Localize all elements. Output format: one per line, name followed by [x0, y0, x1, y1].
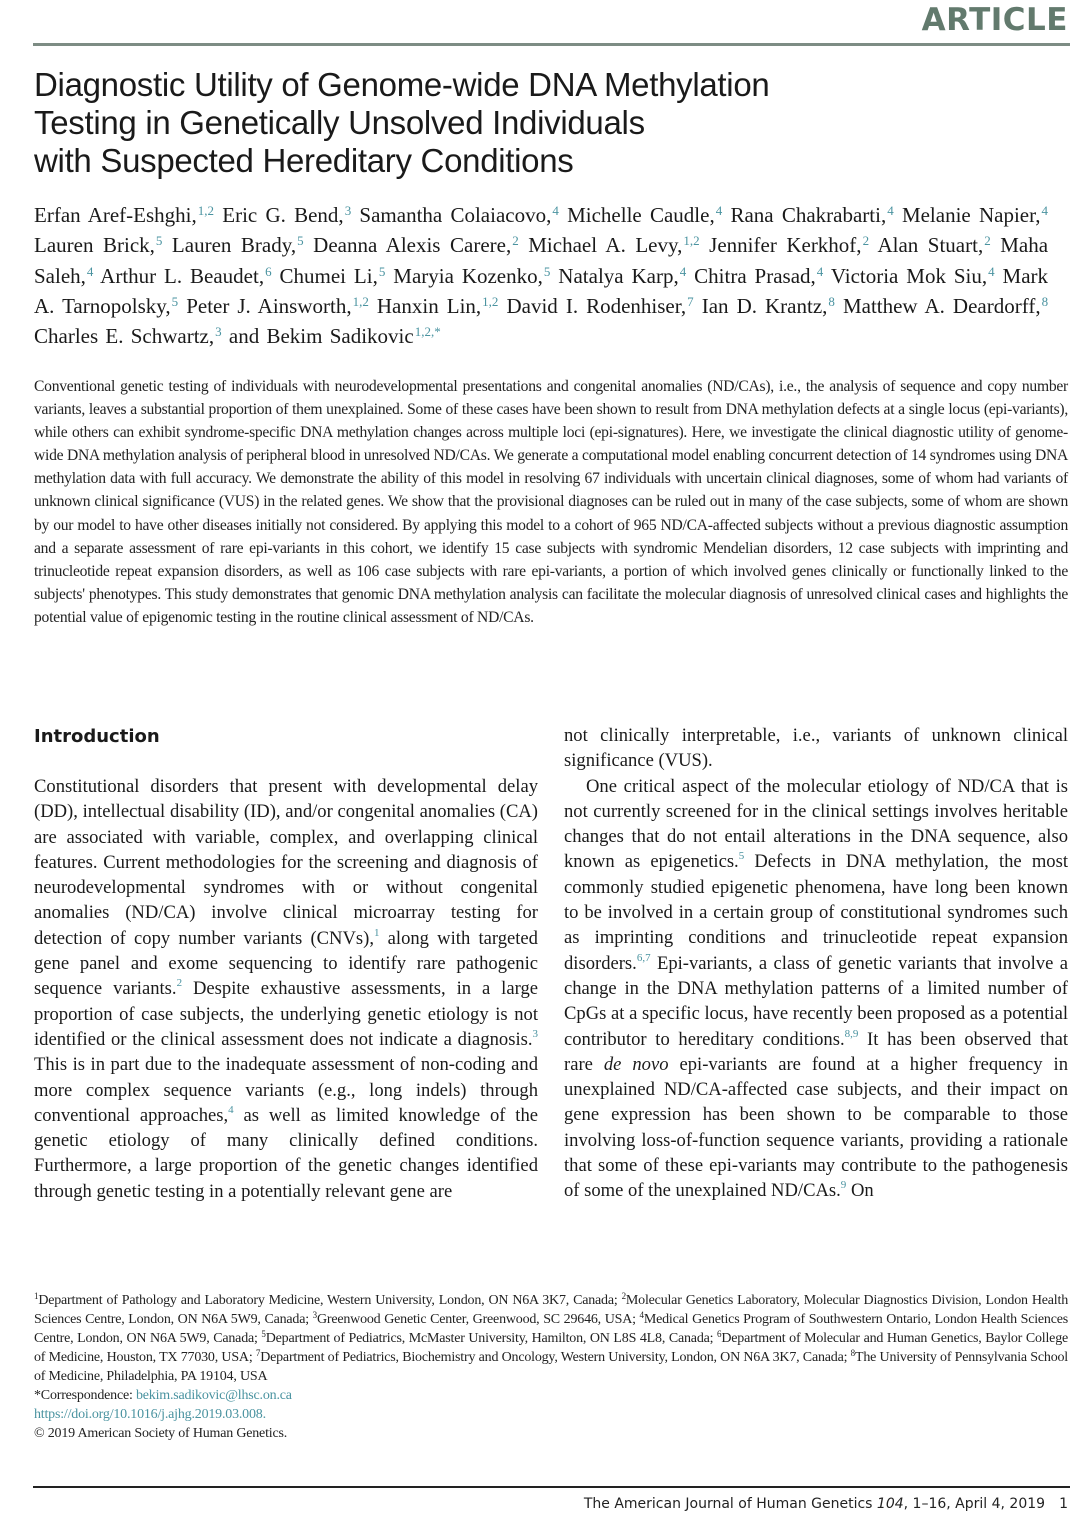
author-name: Erfan Aref-Eshghi, — [34, 203, 197, 227]
author-name: Deanna Alexis Carere, — [313, 233, 512, 258]
affiliation-text: Greenwood Genetic Center, Greenwood, SC 29646, USA; — [316, 1312, 640, 1327]
affiliation-marker[interactable]: 4 — [552, 203, 559, 218]
author-list — [34, 198, 1048, 349]
affiliation-marker[interactable]: 4 — [1041, 203, 1049, 218]
author-name: Peter J. Ainsworth, — [186, 293, 352, 318]
correspondence-email-link[interactable]: bekim.sadikovic@lhsc.on.ca — [135, 1388, 292, 1403]
affiliation-marker[interactable]: 4 — [86, 263, 94, 279]
author-name: Eric G. Bend, — [222, 203, 344, 227]
author-entry — [34, 324, 222, 348]
affiliation-marker[interactable]: 2 — [984, 233, 991, 249]
affiliation-marker[interactable]: 4 — [679, 263, 687, 279]
citation-link[interactable]: 9 — [840, 1179, 847, 1192]
journal-pages-date: , 1–16, April 4, 2019 — [903, 1496, 1046, 1512]
affiliation-marker[interactable]: 4 — [887, 203, 894, 218]
affiliation-marker[interactable]: 1,2 — [482, 293, 499, 309]
intro-paragraph-1: Constitutional disorders that present with developmental delay (DD), intellectual disability (ID), and/or congenital anomalies (CA) are associated with variable, complex, and overlapping clinical features. Current methodologies for the screening and diagnosis of neurodevelopmental syndromes with or without congenital anomalies (ND/CA) involve clinical microarray testing for detection of copy number variants (CNVs),$^1$ along with targeted gene panel and exome sequencing to identify rare pathogenic sequence variants.$^2$ Despite exhaustive assessments, in a large proportion of case subjects, the underlying genetic etiology is not identified or the clinical assessment does not indicate a diagnosis.$^3$ This is in part due to the inadequate assessment of non-coding and more complex sequence variants (e.g., long indels) through conventional approaches,$^4$ as well as limited knowledge of the genetic etiology of many clinically defined conditions. Furthermore, a large proportion of the genetic changes identified through genetic testing in a potentially relevant gene are — [34, 776, 538, 1202]
author-entry — [506, 294, 693, 318]
citation-link[interactable]: 2 — [176, 977, 183, 990]
author-name: Michelle Caudle, — [567, 203, 715, 227]
intro-paragraph-1-continued: not clinically interpretable, i.e., variants of unknown clinical significance (VUS). — [564, 725, 1068, 772]
author-name: Hanxin Lin, — [376, 293, 482, 318]
affiliation-marker[interactable]: 8 — [828, 293, 835, 309]
author-name: Maryia Kozenko, — [393, 263, 543, 288]
author-entry — [172, 233, 304, 257]
author-name: Lauren Brady, — [171, 233, 297, 258]
author-name: Matthew A. Deardorff, — [842, 293, 1041, 318]
author-name: Chumei Li, — [279, 263, 378, 288]
citation-link[interactable]: 1 — [373, 926, 380, 939]
author-entry — [558, 264, 686, 288]
footer-rule — [33, 1486, 1070, 1488]
affiliation-marker[interactable]: 4 — [988, 263, 995, 279]
affiliation-number: 2 — [621, 1291, 626, 1301]
author-entry — [702, 294, 835, 318]
author-name: Melanie Napier, — [901, 203, 1041, 227]
right-column — [564, 723, 1068, 1204]
author-entry — [877, 233, 990, 257]
affiliation-list — [34, 1291, 1068, 1386]
affiliation-number: 6 — [717, 1329, 722, 1339]
author-name: Charles E. Schwartz, — [34, 324, 215, 349]
affiliations-footnote — [34, 1291, 1068, 1443]
author-entry — [186, 294, 369, 318]
journal-name: The American Journal of Human Genetics — [583, 1496, 877, 1512]
author-name: Jennifer Kerkhof, — [709, 233, 862, 258]
title-line-3: with Suspected Hereditary Conditions — [34, 142, 574, 179]
journal-volume: 104 — [876, 1496, 904, 1512]
author-entry — [359, 203, 558, 227]
affiliation-marker[interactable]: 2 — [512, 233, 519, 249]
affiliation-text: Molecular Genetics Laboratory, Molecular Diagnostics Division, London Health Sciences Centre, London, ON N6A 5W9, Canada; — [34, 1293, 1068, 1327]
affiliation-marker[interactable]: 6 — [265, 263, 272, 279]
affiliation-marker[interactable]: 1,2 — [683, 233, 700, 249]
affiliation-marker[interactable]: 3 — [344, 203, 352, 218]
author-entry — [902, 203, 1048, 227]
affiliation-marker[interactable]: 5 — [171, 293, 179, 309]
abstract: Conventional genetic testing of individuals with neurodevelopmental presentations and congenital anomalies (ND/CAs), i.e., the analysis of sequence and copy number variants, leaves a substantial proportion of them unexplained. Some of these cases have been shown to result from DNA methylation defects at a single locus (epi-variants), while others can exhibit syndrome-specific DNA methylation changes across multiple loci (epi-signatures). Here, we investigate the clinical diagnostic utility of genome-wide DNA methylation analysis of peripheral blood in unresolved ND/CAs. We generate a computational model enabling concurrent detection of 14 syndromes using DNA methylation data with full accuracy. We demonstrate the ability of this model in resolving 67 individuals with uncertain clinical diagnoses, some of whom had variants of unknown clinical significance (VUS) in the related genes. We show that the provisional diagnoses can be ruled out in many of the case subjects, some of whom are shown by our model to have other diseases initially not considered. By applying this model to a cohort of 965 ND/CA-affected subjects without a previous diagnostic assumption and a separate assessment of rare epi-variants in this cohort, we identify 15 case subjects with syndromic Mendelian disorders, 12 case subjects with imprinting and trinucleotide repeat expansion disorders, as well as 106 case subjects with rare epi-variants, a portion of which involved genes clinically or functionally linked to the subjects' phenotypes. This study demonstrates that genomic DNA methylation analysis can facilitate the molecular diagnosis of unresolved clinical cases and highlights the potential value of epigenomic testing in the routine clinical assessment of ND/CAs. — [34, 378, 1068, 626]
author-entry — [100, 264, 271, 288]
author-name: Michael A. Levy, — [528, 233, 683, 258]
affiliation-number: 8 — [850, 1348, 855, 1358]
author-name: Maha Saleh, — [34, 233, 1049, 288]
citation-link[interactable]: 5 — [738, 850, 745, 863]
author-entry — [280, 264, 386, 288]
author-name: Lauren Brick, — [34, 233, 155, 258]
title-line-2: Testing in Genetically Unsolved Individuals — [34, 104, 645, 141]
author-entry — [313, 233, 519, 257]
author-name: Chitra Prasad, — [694, 263, 816, 288]
affiliation-text: Department of Molecular and Human Genetics, Baylor College of Medicine, Houston, TX 77030, USA; — [34, 1331, 1069, 1365]
author-entry — [709, 233, 869, 257]
affiliation-marker[interactable]: 1,2,* — [414, 324, 441, 340]
article-type-label: ARTICLE — [921, 2, 1068, 38]
affiliation-text: The University of Pennsylvania School of Medicine, Philadelphia, PA 19104, USA — [34, 1350, 1068, 1384]
copyright-notice: © 2019 American Society of Human Genetics. — [34, 1426, 288, 1441]
author-entry — [843, 294, 1048, 318]
author-name: Mark A. Tarnopolsky, — [34, 263, 1049, 318]
affiliation-number: 3 — [312, 1310, 317, 1320]
header-rule — [33, 43, 1070, 46]
author-name: Victoria Mok Siu, — [830, 263, 988, 288]
affiliation-number: 4 — [639, 1310, 644, 1320]
affiliation-number: 1 — [34, 1291, 39, 1301]
affiliation-marker[interactable]: 5 — [155, 233, 163, 249]
intro-paragraph-2: One critical aspect of the molecular etiology of ND/CA that is not currently screened for in the clinical settings involves heritable changes that do not entail alterations in the DNA sequence, also known as epigenetics.$^5$ Defects in DNA methylation, the most commonly studied epigenetic phenomena, have long been known to be involved in a certain group of constitutional syndromes such as imprinting conditions and trinucleotide repeat expansion disorders.$^{6,7}$ Epi-variants, a class of genetic variants that involve a change in the DNA methylation patterns of a limited number of CpGs at a specific locus, have recently been proposed as a potential contributor to hereditary conditions.$^{8,9}$ It has been observed that rare de novo epi-variants are found at a higher frequency in unexplained ND/CA-affected case subjects, and their impact on gene expression has been shown to be comparable to those involving loss-of-function sequence variants, providing a rationale that some of these epi-variants may contribute to the pathogenesis of some of the unexplained ND/CAs.$^9$ On — [564, 775, 1068, 1202]
affiliation-marker[interactable]: 4 — [715, 203, 723, 218]
author-entry — [393, 264, 550, 288]
affiliation-marker[interactable]: 5 — [378, 263, 386, 279]
affiliation-text: Department of Pathology and Laboratory Medicine, Western University, London, ON N6A 3K7, Canada; — [38, 1293, 622, 1308]
author-entry — [694, 264, 823, 288]
author-entry — [567, 203, 722, 227]
citation-link[interactable]: 3 — [532, 1027, 538, 1040]
author-entry — [730, 203, 893, 227]
correspondence-line: *Correspondence: bekim.sadikovic@lhsc.on.ca — [34, 1388, 292, 1403]
affiliation-text: Department of Pediatrics, Biochemistry and Oncology, Western University, London, ON N6A 3K7, Canada; — [260, 1350, 851, 1365]
affiliation-marker[interactable]: 5 — [543, 263, 551, 279]
page-number: 1 — [1059, 1496, 1068, 1512]
author-name: Rana Chakrabarti, — [730, 203, 887, 227]
affiliation-marker[interactable]: 8 — [1041, 293, 1049, 309]
affiliation-marker[interactable]: 5 — [297, 233, 304, 249]
author-entry — [229, 324, 441, 348]
citation-link[interactable]: 4 — [228, 1103, 234, 1116]
affiliation-text: Department of Pediatrics, McMaster University, Hamilton, ON L8S 4L8, Canada; — [265, 1331, 718, 1346]
author-name: Natalya Karp, — [558, 263, 679, 288]
journal-footer — [584, 1496, 1068, 1512]
affiliation-marker[interactable]: 7 — [687, 293, 694, 309]
affiliation-marker[interactable]: 2 — [862, 233, 870, 249]
affiliation-marker[interactable]: 1,2 — [352, 293, 369, 309]
author-name: Alan Stuart, — [877, 233, 984, 258]
affiliation-marker[interactable]: 3 — [215, 324, 222, 340]
citation-link[interactable]: 6,7 — [636, 951, 651, 964]
author-entry — [831, 264, 995, 288]
section-heading-introduction: Introduction — [34, 726, 160, 747]
author-name: and Bekim Sadikovic — [228, 324, 414, 349]
article-title — [34, 66, 934, 180]
left-column — [34, 724, 538, 1204]
doi-link[interactable]: https://doi.org/10.1016/j.ajhg.2019.03.008. — [34, 1407, 266, 1422]
author-entry — [34, 233, 162, 257]
author-name: Samantha Colaiacovo, — [359, 203, 552, 227]
author-entry — [34, 203, 214, 227]
author-entry — [222, 203, 351, 227]
author-name: Ian D. Krantz, — [701, 293, 828, 318]
affiliation-text: Medical Genetics Program of Southwestern Ontario, London Health Sciences Centre, London, ON N6A 5W9, Canada; — [34, 1312, 1068, 1346]
affiliation-marker[interactable]: 1,2 — [197, 203, 215, 218]
author-entry — [528, 233, 699, 257]
title-line-1: Diagnostic Utility of Genome-wide DNA Methylation — [34, 66, 770, 103]
affiliation-number: 7 — [255, 1348, 261, 1358]
author-entry — [377, 294, 499, 318]
affiliation-marker[interactable]: 4 — [816, 263, 824, 279]
author-name: Arthur L. Beaudet, — [100, 263, 265, 288]
citation-link[interactable]: 8,9 — [844, 1027, 859, 1040]
affiliation-number: 5 — [261, 1329, 266, 1339]
author-name: David I. Rodenhiser, — [506, 293, 687, 318]
